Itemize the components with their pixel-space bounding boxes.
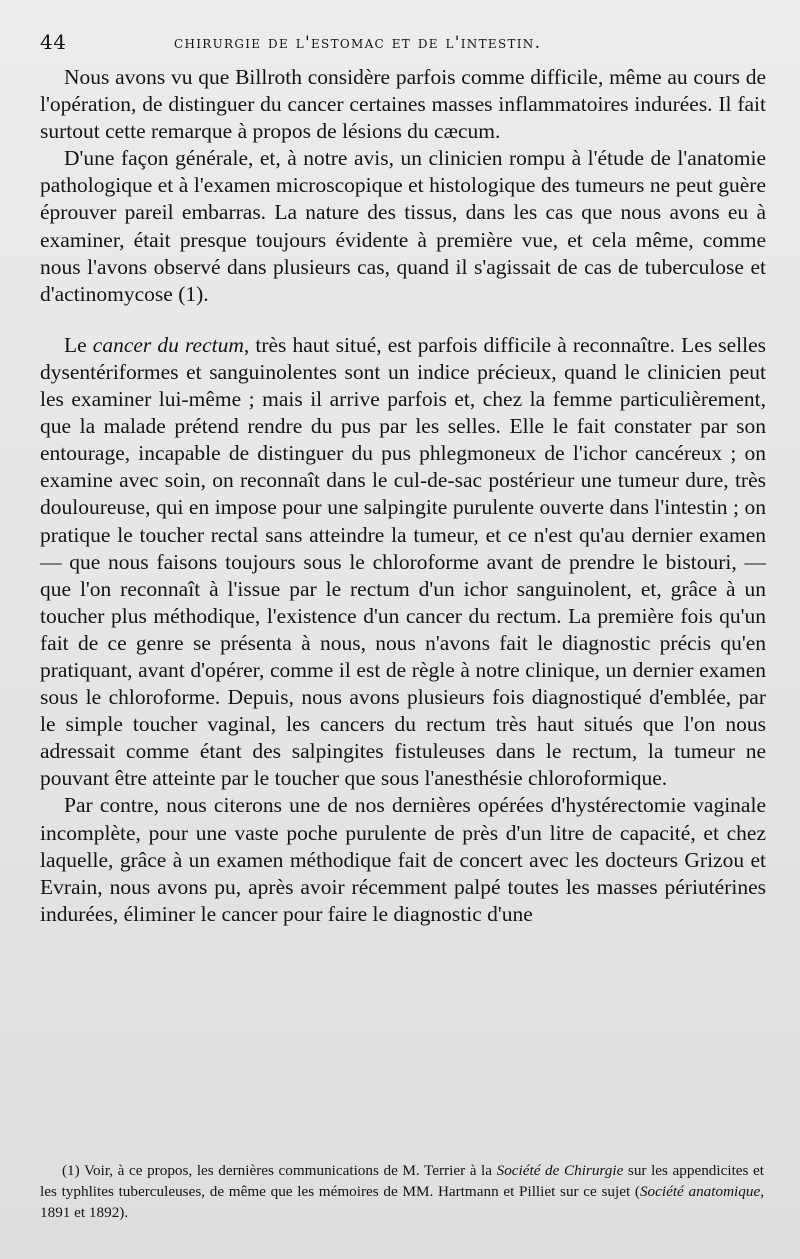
footnotes xyxy=(40,1160,764,1223)
footnote-1 xyxy=(40,1160,764,1223)
paragraph-gap xyxy=(40,308,766,332)
footnote-lead: (1) Voir, à ce propos, les dernières communications de M. Terrier à la xyxy=(62,1162,497,1179)
footnote-end: , 1891 et 1892). xyxy=(40,1183,764,1221)
paragraph-3-text: , très haut situé, est parfois difficile à reconnaître. Les selles dysentériformes et sanguinolentes sont un indice précieux, quand le clinicien peut les examiner lui-même ; mais il arrive parfois et, chez la femme particulièrement, que la malade prétend rendre du pus par les selles. Elle le fait constater par son entourage, incapable de distinguer du pus phlegmoneux de l'ichor cancéreux ; on examine avec soin, on reconnaît dans le cul-de-sac postérieur une tumeur dure, très douloureuse, qui en impose pour une salpingite purulente ouverte dans l'intestin ; on pratique le toucher rectal sans atteindre la tumeur, et ce n'est qu'au dernier examen — que nous faisons toujours sous le chloroforme avant de prendre le bistouri, — que l'on reconnaît à l'issue par le rectum d'un ichor sanguinolent, et, grâce à un toucher plus méthodique, l'existence d'un cancer du rectum. La première fois qu'un fait de ce genre se présenta à nous, nous n'avons fait le diagnostic précis qu'en pratiquant, avant d'opérer, comme il est de règle à notre clinique, un dernier examen sous le chloroforme. Depuis, nous avons plusieurs fois diagnostiqué d'emblée, par le simple toucher vaginal, les cancers du rectum très haut situés que l'on nous adressait comme étant des salpingites fistuleuses dans le rectum, la tumeur ne pouvant être atteinte par le toucher que sous l'anesthésie chloroformique. xyxy=(40,332,766,791)
paragraph-3-italic-term: cancer du rectum xyxy=(92,332,244,357)
page-number: 44 xyxy=(40,30,67,54)
footnote-italic-1: Société de Chirurgie xyxy=(496,1162,624,1179)
running-head xyxy=(40,30,766,64)
footnote-italic-2: Société anatomique xyxy=(639,1183,761,1200)
paragraph-3 xyxy=(40,332,766,793)
running-title: chirurgie de l'estomac et de l'intestin. xyxy=(174,33,542,53)
body-text xyxy=(40,64,766,928)
paragraph-1: Nous avons vu que Billroth considère parfois comme difficile, même au cours de l'opération, de distinguer du cancer certaines masses inflammatoires indurées. Il fait surtout cette remarque à propos de lésions du cæcum. xyxy=(40,65,766,144)
paragraph-3-lead: Le xyxy=(64,332,93,357)
paragraph-4: Par contre, nous citerons une de nos dernières opérées d'hystérectomie vaginale incomplète, pour une vaste poche purulente de près d'un litre de capacité, et chez laquelle, grâce à un examen méthodique fait de concert avec les docteurs Grizou et Evrain, nous avons pu, après avoir récemment palpé toutes les masses périutérines indurées, éliminer le cancer pour faire le diagnostic d'une xyxy=(40,793,766,926)
footnote-middle: sur les appendicites et les typhlites tuberculeuses, de même que les mémoires de MM. Hartmann et Pilliet sur ce sujet ( xyxy=(40,1162,764,1200)
paragraph-2: D'une façon générale, et, à notre avis, un clinicien rompu à l'étude de l'anatomie pathologique et à l'examen microscopique et histologique des tumeurs ne peut guère éprouver pareil embarras. La nature des tissus, dans les cas que nous avons eu à examiner, était presque toujours évidente à première vue, et cela même, comme nous l'avons observé dans plusieurs cas, quand il s'agissait de cas de tuberculose et d'actinomycose (1). xyxy=(40,146,766,306)
